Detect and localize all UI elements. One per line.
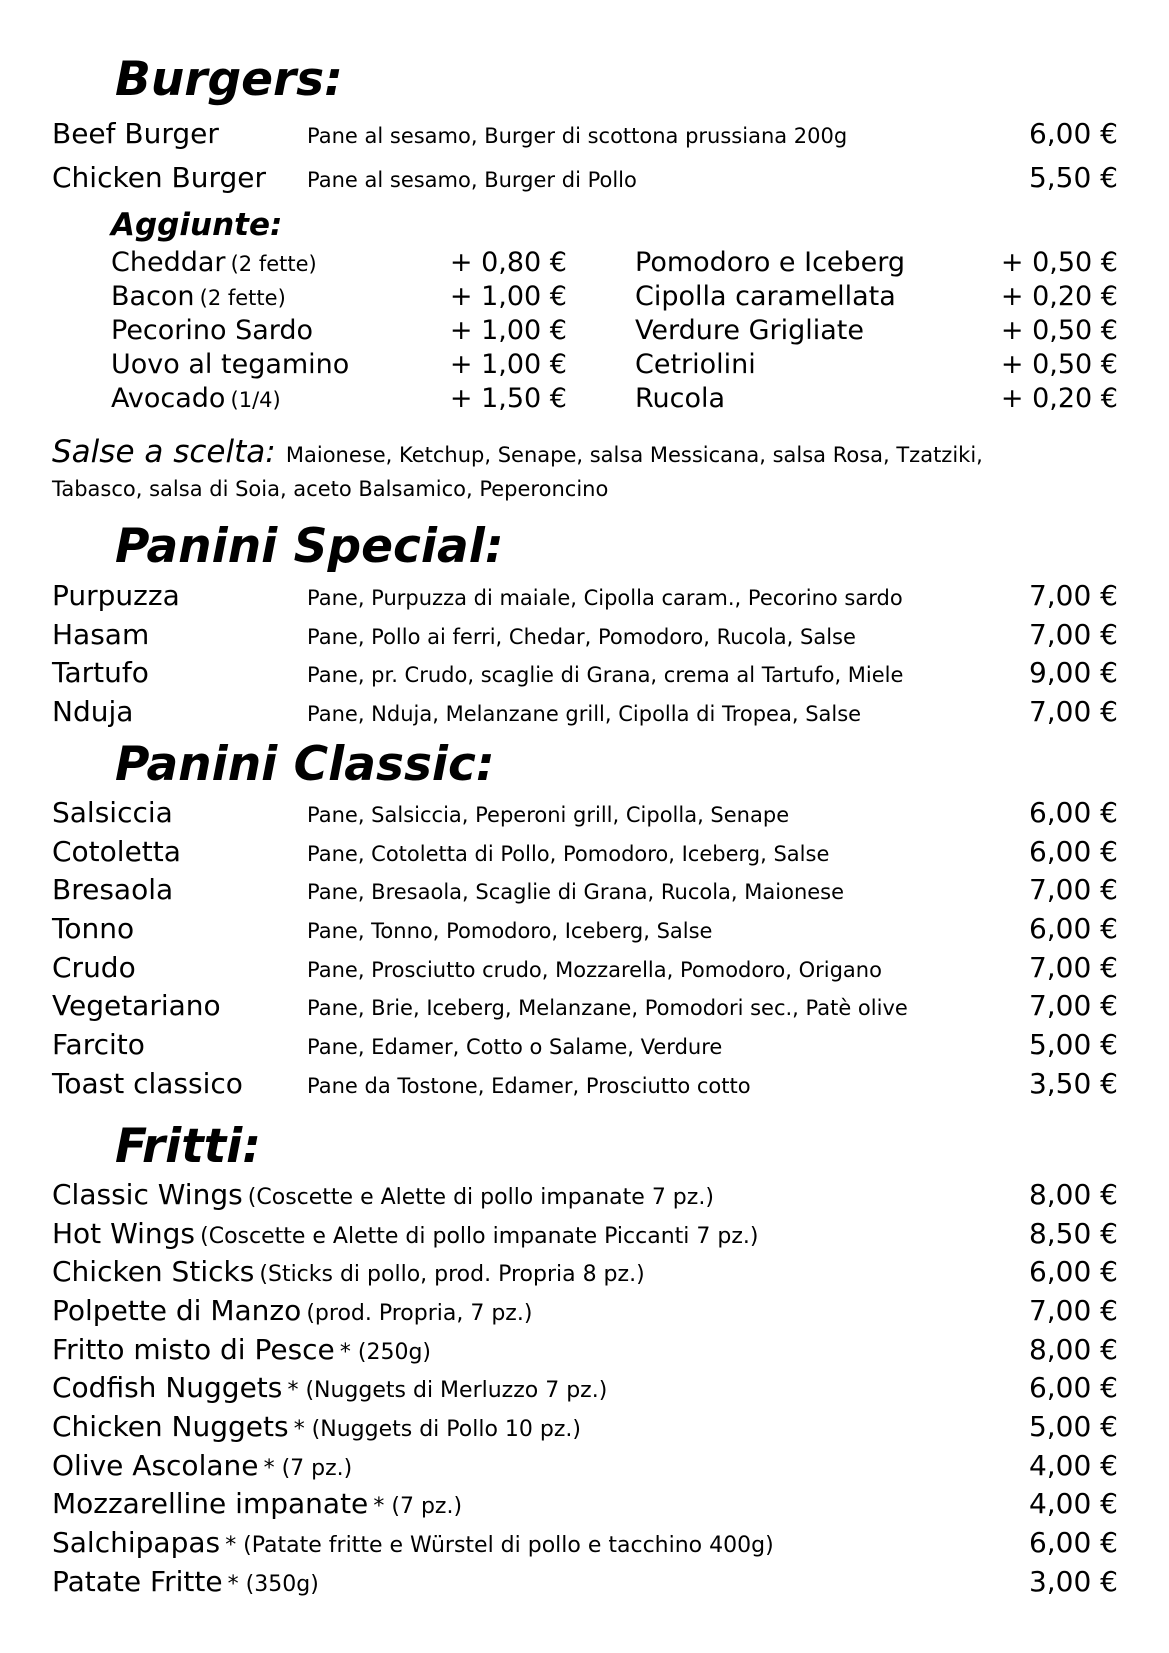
item-name: Beef Burger: [52, 117, 219, 150]
item-price: 6,00 €: [1028, 1526, 1118, 1559]
addon-price: + 0,50 €: [1000, 349, 1118, 380]
item-name: Olive Ascolane: [52, 1449, 259, 1482]
item-name: Bresaola: [52, 873, 174, 906]
item-description: Pane, Edamer, Cotto o Salame, Verdure: [307, 1035, 723, 1059]
item-price: 7,00 €: [1028, 989, 1118, 1022]
addon-item: [111, 245, 567, 279]
item-price: 6,00 €: [1028, 117, 1118, 150]
item-name: Classic Wings: [52, 1178, 243, 1211]
item-name: Purpuzza: [52, 579, 180, 612]
item-description: Pane, Purpuzza di maiale, Cipolla caram., Pecorino sardo: [307, 586, 903, 610]
item-name: Fritto misto di Pesce: [52, 1333, 335, 1366]
item-price: 7,00 €: [1028, 695, 1118, 728]
item-price: 6,00 €: [1028, 1255, 1118, 1288]
item-note: * (Nuggets di Pollo 10 pz.): [293, 1417, 581, 1442]
item-price: 7,00 €: [1028, 1294, 1118, 1327]
item-description: Pane da Tostone, Edamer, Prosciutto cotto: [307, 1074, 751, 1098]
item-note: (Coscette e Alette di pollo impanate Piccanti 7 pz.): [200, 1224, 759, 1249]
item-note: * (7 pz.): [373, 1494, 463, 1519]
menu-item: [52, 834, 1118, 870]
item-description: Pane, Pollo ai ferri, Chedar, Pomodoro, Rucola, Salse: [307, 625, 856, 649]
addon-name: Pomodoro e Iceberg: [635, 247, 906, 278]
menu-item: [52, 1254, 1118, 1290]
addon-item: [111, 313, 567, 347]
menu-item: [52, 1525, 1118, 1561]
item-price: 5,00 €: [1028, 1410, 1118, 1443]
item-name: Mozzarelline impanate: [52, 1487, 369, 1520]
addon-price: + 0,20 €: [1000, 281, 1118, 312]
item-name: Hot Wings: [52, 1217, 196, 1250]
salse-line-2: Tabasco, salsa di Soia, aceto Balsamico, Peperoncino: [52, 477, 609, 501]
item-description: Pane, Tonno, Pomodoro, Iceberg, Salse: [307, 919, 713, 943]
section-title-panini-classic: Panini Classic:: [115, 737, 495, 792]
item-name: Patate Fritte: [52, 1565, 223, 1598]
section-title-burgers: Burgers:: [115, 52, 343, 107]
addon-name: Uovo al tegamino: [111, 349, 350, 380]
menu-item: [52, 694, 1118, 730]
addon-name: Cetriolini: [635, 349, 756, 380]
menu-item: [52, 1564, 1118, 1600]
menu-item: [52, 1066, 1118, 1102]
addon-price: + 1,00 €: [449, 281, 567, 312]
item-name: Crudo: [52, 951, 136, 984]
menu-item: [52, 1177, 1118, 1213]
addon-price: + 1,00 €: [449, 349, 567, 380]
addon-note: (2 fette): [199, 286, 286, 310]
menu-item: [52, 872, 1118, 908]
menu-item: [52, 578, 1118, 614]
item-note: * (Patate fritte e Würstel di pollo e tacchino 400g): [225, 1533, 774, 1558]
item-name: Chicken Burger: [52, 161, 267, 194]
menu-item: [52, 1370, 1118, 1406]
item-price: 7,00 €: [1028, 951, 1118, 984]
addon-item: [635, 347, 1118, 381]
item-name: Toast classico: [52, 1067, 243, 1100]
menu-item: [52, 1409, 1118, 1445]
item-price: 6,00 €: [1028, 835, 1118, 868]
item-name: Polpette di Manzo: [52, 1294, 302, 1327]
menu-item: [52, 655, 1118, 691]
menu-item: [52, 795, 1118, 831]
addon-item: [635, 313, 1118, 347]
item-description: Pane al sesamo, Burger di scottona prussiana 200g: [307, 124, 848, 148]
addon-item: [111, 347, 567, 381]
addon-price: + 0,20 €: [1000, 383, 1118, 414]
item-note: * (7 pz.): [263, 1456, 353, 1481]
item-name: Cotoletta: [52, 835, 181, 868]
addon-item: [635, 381, 1118, 415]
item-description: Pane, Cotoletta di Pollo, Pomodoro, Iceberg, Salse: [307, 842, 830, 866]
addon-note: (1/4): [230, 388, 281, 412]
item-name: Codfish Nuggets: [52, 1371, 283, 1404]
item-note: (prod. Propria, 7 pz.): [306, 1301, 533, 1326]
item-description: Pane al sesamo, Burger di Pollo: [307, 168, 637, 192]
menu-item: [52, 1448, 1118, 1484]
item-price: 5,00 €: [1028, 1028, 1118, 1061]
menu-item: [52, 617, 1118, 653]
item-name: Vegetariano: [52, 989, 221, 1022]
item-note: * (250g): [339, 1340, 431, 1365]
addon-name: Cheddar: [111, 247, 226, 278]
item-price: 3,00 €: [1028, 1565, 1118, 1598]
addon-price: + 0,50 €: [1000, 315, 1118, 346]
addon-name: Cipolla caramellata: [635, 281, 896, 312]
addon-price: + 1,00 €: [449, 315, 567, 346]
item-description: Pane, Bresaola, Scaglie di Grana, Rucola, Maionese: [307, 880, 845, 904]
item-description: Pane, Prosciutto crudo, Mozzarella, Pomodoro, Origano: [307, 958, 882, 982]
section-title-fritti: Fritti:: [115, 1119, 262, 1174]
item-name: Salchipapas: [52, 1526, 221, 1559]
item-price: 4,00 €: [1028, 1487, 1118, 1520]
menu-item: [52, 911, 1118, 947]
menu-item: [52, 1216, 1118, 1252]
item-note: (Sticks di pollo, prod. Propria 8 pz.): [259, 1262, 645, 1287]
salse-list: Maionese, Ketchup, Senape, salsa Messicana, salsa Rosa, Tzatziki,: [285, 443, 983, 467]
addon-item: [635, 279, 1118, 313]
item-note: (Coscette e Alette di pollo impanate 7 pz.): [247, 1185, 714, 1210]
addon-item: [111, 279, 567, 313]
menu-item: [52, 160, 1118, 196]
item-price: 7,00 €: [1028, 873, 1118, 906]
menu-item: [52, 950, 1118, 986]
item-name: Chicken Sticks: [52, 1255, 255, 1288]
aggiunte-title: Aggiunte:: [111, 207, 283, 243]
item-price: 6,00 €: [1028, 1371, 1118, 1404]
addon-price: + 1,50 €: [449, 383, 567, 414]
item-note: * (350g): [227, 1572, 319, 1597]
item-name: Hasam: [52, 618, 150, 651]
item-price: 7,00 €: [1028, 618, 1118, 651]
item-price: 8,00 €: [1028, 1178, 1118, 1211]
addon-name: Verdure Grigliate: [635, 315, 864, 346]
item-price: 6,00 €: [1028, 912, 1118, 945]
addon-name: Pecorino Sardo: [111, 315, 314, 346]
salse-label: Salse a scelta:: [52, 434, 276, 470]
item-price: 5,50 €: [1028, 161, 1118, 194]
item-name: Tartufo: [52, 656, 149, 689]
item-note: * (Nuggets di Merluzzo 7 pz.): [287, 1378, 608, 1403]
addon-name: Bacon: [111, 281, 195, 312]
addon-item: [111, 381, 567, 415]
menu-item: [52, 1486, 1118, 1522]
menu-item: [52, 1027, 1118, 1063]
item-price: 4,00 €: [1028, 1449, 1118, 1482]
item-price: 8,50 €: [1028, 1217, 1118, 1250]
item-description: Pane, Brie, Iceberg, Melanzane, Pomodori sec., Patè olive: [307, 996, 908, 1020]
item-name: Farcito: [52, 1028, 145, 1061]
addon-note: (2 fette): [230, 252, 317, 276]
addon-item: [635, 245, 1118, 279]
menu-item: [52, 1332, 1118, 1368]
item-name: Tonno: [52, 912, 135, 945]
addon-name: Rucola: [635, 383, 726, 414]
menu-item: [52, 116, 1118, 152]
item-price: 7,00 €: [1028, 579, 1118, 612]
addon-price: + 0,80 €: [449, 247, 567, 278]
item-price: 3,50 €: [1028, 1067, 1118, 1100]
menu-item: [52, 1293, 1118, 1329]
item-description: Pane, pr. Crudo, scaglie di Grana, crema al Tartufo, Miele: [307, 663, 904, 687]
item-description: Pane, Salsiccia, Peperoni grill, Cipolla, Senape: [307, 803, 790, 827]
item-price: 6,00 €: [1028, 796, 1118, 829]
menu-item: [52, 988, 1118, 1024]
item-name: Nduja: [52, 695, 134, 728]
item-name: Chicken Nuggets: [52, 1410, 289, 1443]
item-price: 9,00 €: [1028, 656, 1118, 689]
item-name: Salsiccia: [52, 796, 173, 829]
salse-line-1: [52, 434, 1122, 470]
item-description: Pane, Nduja, Melanzane grill, Cipolla di Tropea, Salse: [307, 702, 862, 726]
section-title-panini-special: Panini Special:: [115, 519, 504, 574]
item-price: 8,00 €: [1028, 1333, 1118, 1366]
addon-name: Avocado: [111, 383, 226, 414]
addon-price: + 0,50 €: [1000, 247, 1118, 278]
